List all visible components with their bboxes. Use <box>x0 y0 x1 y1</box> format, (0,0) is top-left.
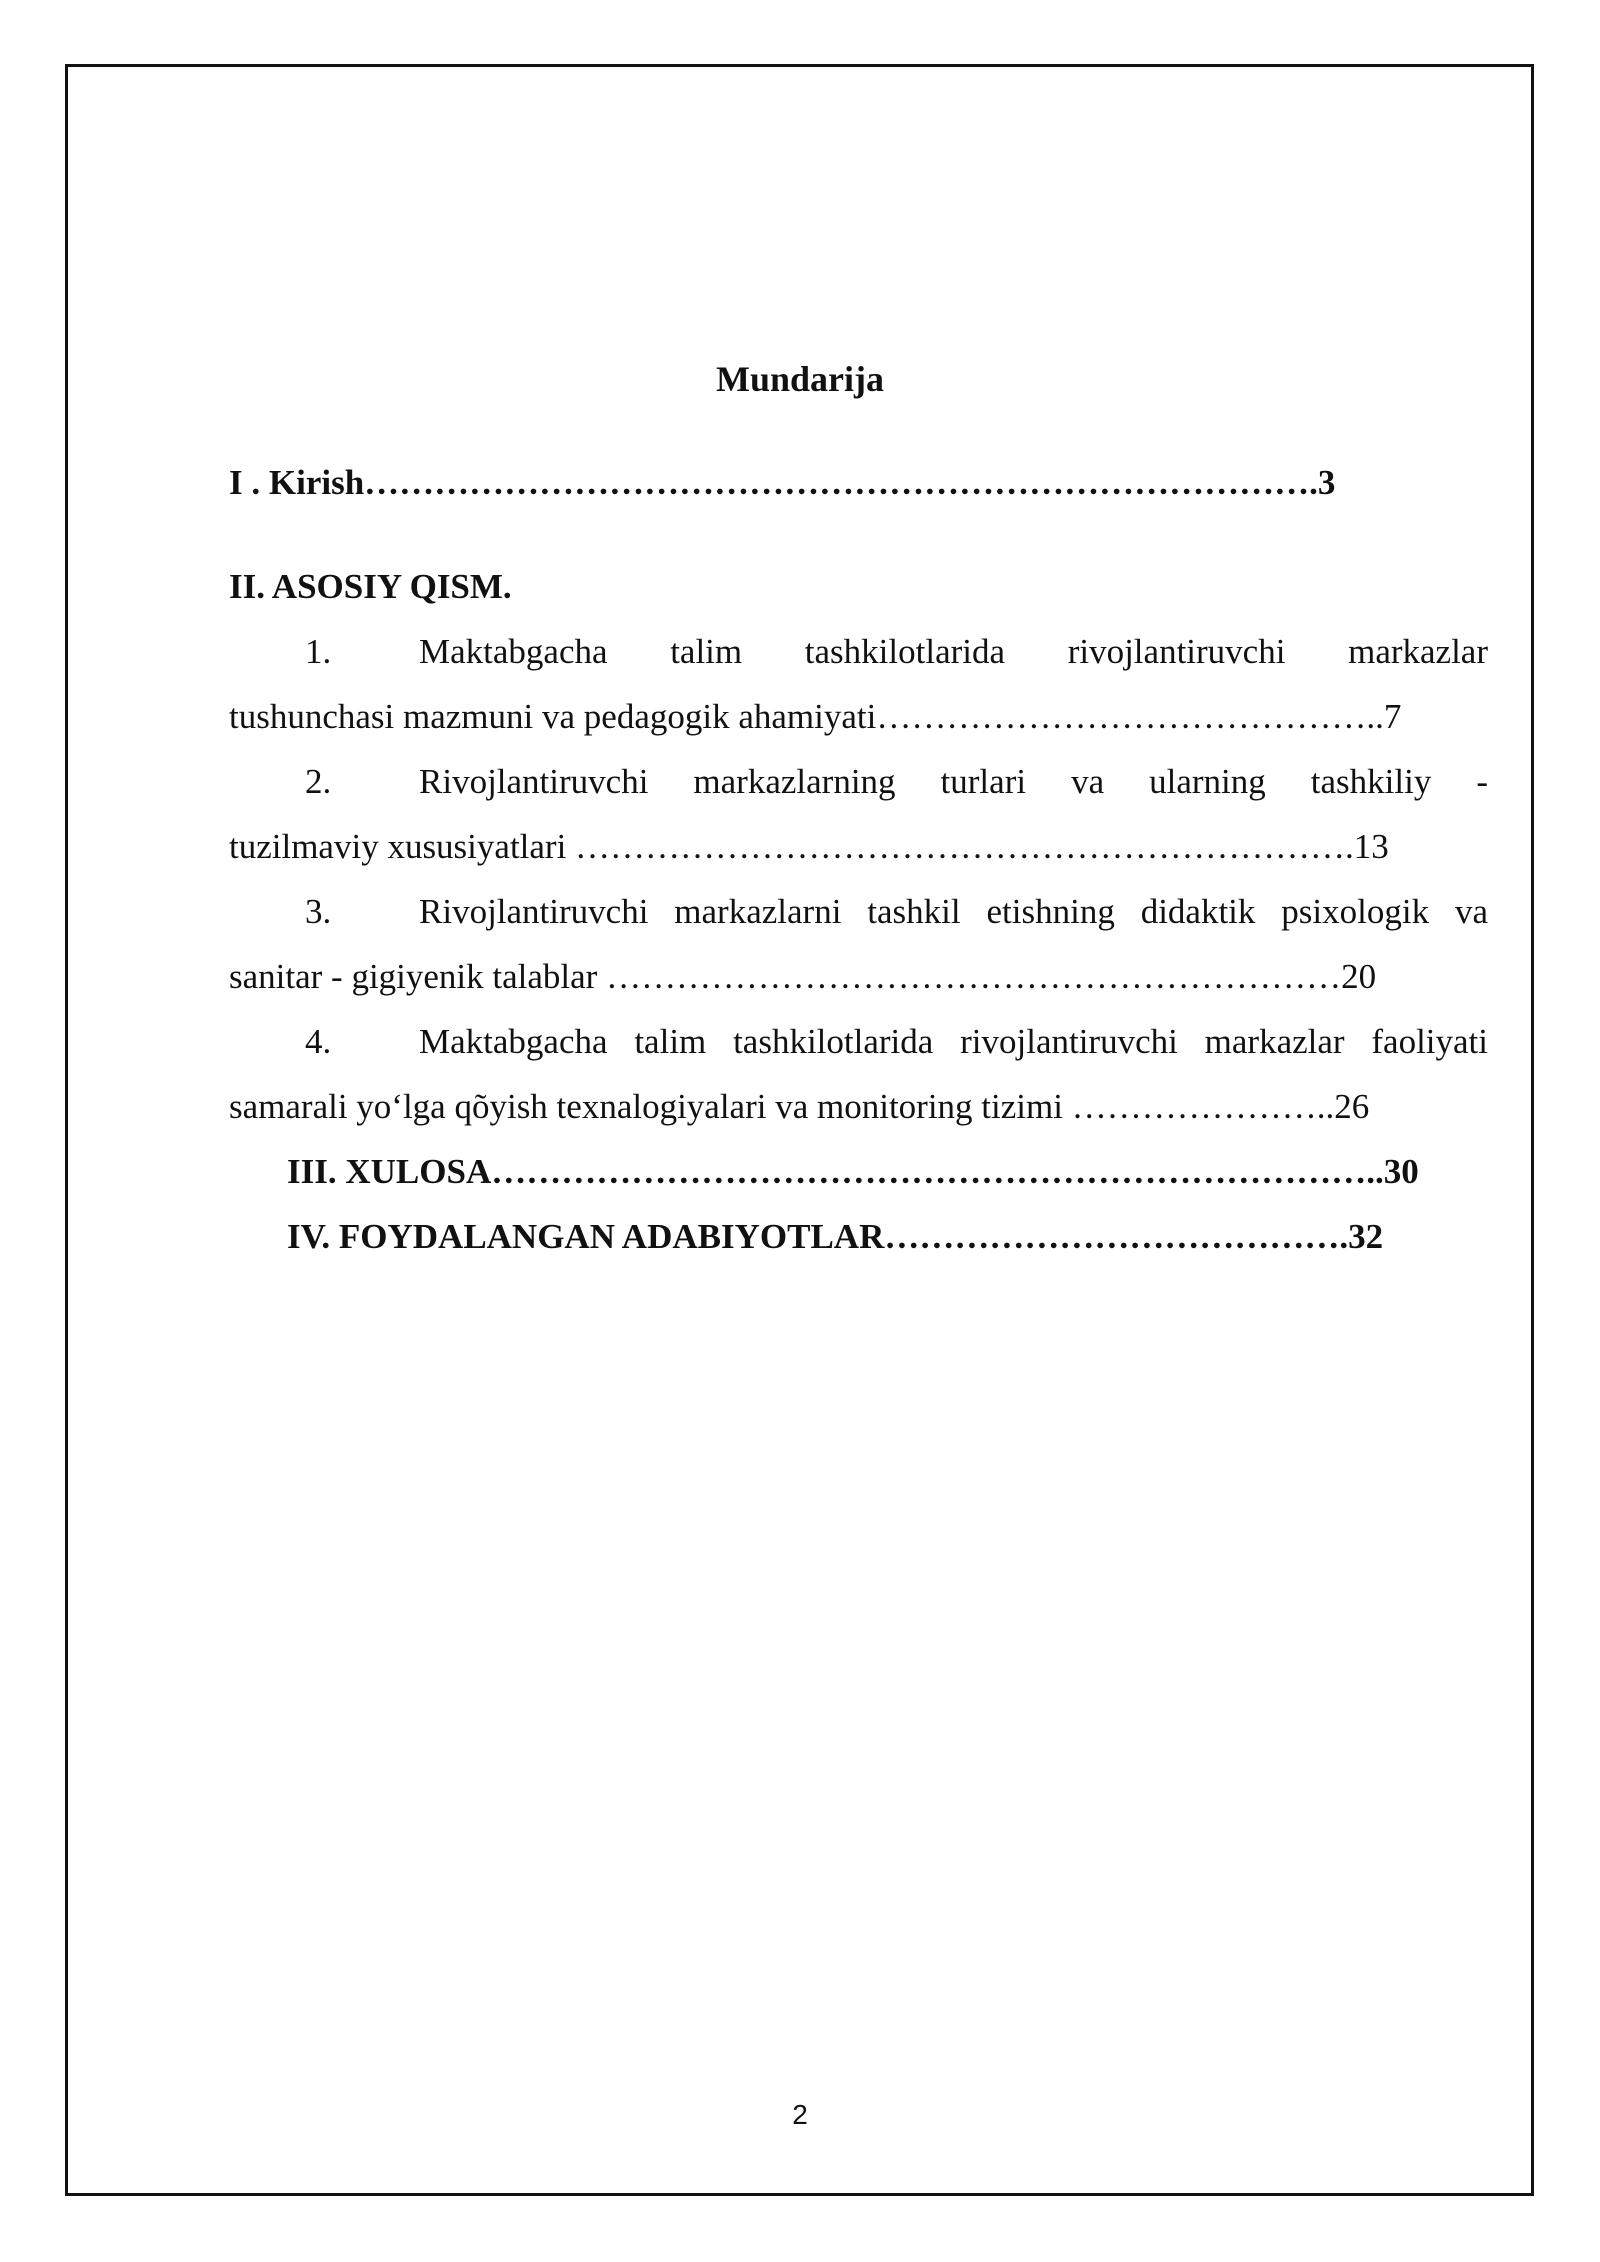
toc-item-text: Maktabgacha talim tashkilotlarida rivojlantiruvchi markazlar faoliyati <box>419 1022 1488 1061</box>
toc-item-number: 2. <box>305 762 332 801</box>
toc-item-number: 1. <box>305 632 332 671</box>
toc-item-2-line1 <box>305 760 1488 804</box>
toc-entry-conclusion: III. XULOSA…………………………………………………………………..30 <box>287 1152 1419 1191</box>
toc-item-4-line2: samarali yo‘lga qõyish texnalogiyalari va monitoring tizimi …………………..26 <box>229 1087 1370 1126</box>
toc-item-3-line2: sanitar - gigiyenik talablar ………………………………………………………20 <box>229 957 1377 996</box>
toc-item-number: 3. <box>305 892 332 931</box>
toc-item-3-line1 <box>305 890 1488 934</box>
toc-item-text: Rivojlantiruvchi markazlarni tashkil etishning didaktik psixologik va <box>419 892 1488 931</box>
toc-item-1-line1 <box>305 630 1488 674</box>
toc-section-heading: II. ASOSIY QISM. <box>229 567 512 606</box>
toc-item-text: Maktabgacha talim tashkilotlarida rivojlantiruvchi markazlar <box>419 632 1488 671</box>
toc-item-number: 4. <box>305 1022 332 1061</box>
toc-entry-references: IV. FOYDALANGAN ADABIYOTLAR………………………………….32 <box>287 1217 1384 1256</box>
toc-entry-intro: I . Kirish……………………………………………………………………….3 <box>229 463 1336 502</box>
page-title: Mundarija <box>715 359 884 399</box>
page-number: 2 <box>792 2099 808 2130</box>
toc-item-2-line2: tuzilmaviy xususiyatlari ………………………………………………………….13 <box>229 827 1389 866</box>
toc-item-text: Rivojlantiruvchi markazlarning turlari va ularning tashkiliy - <box>419 762 1488 801</box>
toc-item-4-line1 <box>305 1020 1488 1064</box>
toc-item-1-line2: tushunchasi mazmuni va pedagogik ahamiyati……………………………………..7 <box>229 697 1402 736</box>
